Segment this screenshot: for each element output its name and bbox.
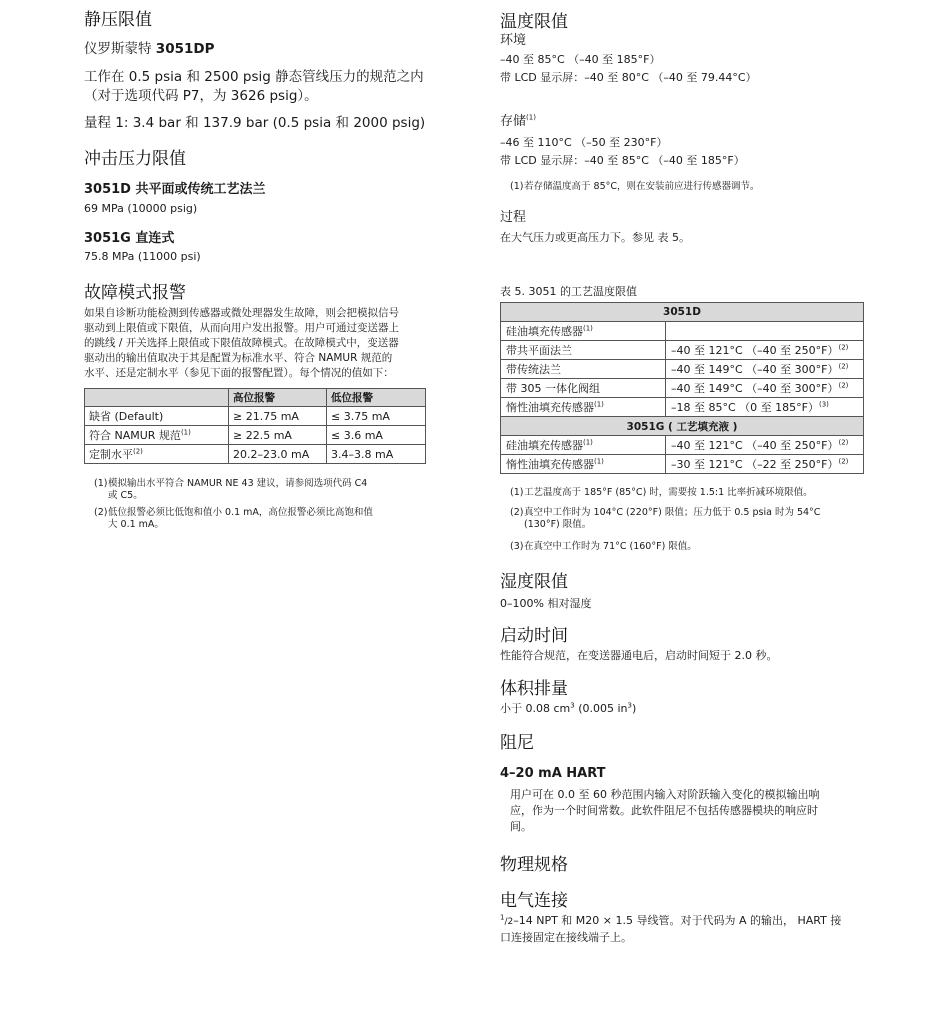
burst-pressure-heading: 冲击压力限值	[84, 149, 186, 169]
table-row: 定制水平$^{(2)}$ 20.2–23.0 mA 3.4–3.8 mA	[85, 445, 426, 464]
burst-item1-title: 3051D 共平面或传统工艺法兰	[84, 182, 266, 197]
failure-mode-text: 如果自诊断功能检测到传感器或微处理器发生故障，则会把模拟信号 驱动到上限值或下限值，从而向用户发出报警。用户可通过变送器上 的跳线 / 开关选择上限值或下限值故障模式。在故障模式中，变送器 驱动出的输出值取决于其是配置为标准水平、符合 NAMUR 规范的 水平、还是定制水平（参见下面的报警配置）。每个情况的值如下：	[84, 307, 399, 379]
storage-values: –46 至 110°C （–50 至 230°F） 带 LCD 显示屏：–40 至 85°C （–40 至 185°F）	[500, 136, 745, 167]
table5-caption: 表 5. 3051 的工艺温度限值	[500, 285, 637, 298]
burst-item2-title: 3051G 直连式	[84, 231, 175, 246]
table-row: 硅油填充传感器$^{(1)}$ –40 至 121°C （–40 至 250°F）$^{(2)}$	[501, 436, 864, 455]
alarm-note-2: (2) 低位报警必须比低饱和值小 0.1 mA，高位报警必须比高饱和值 大 0.1 mA。	[94, 507, 373, 530]
electrical-heading: 电气连接	[500, 891, 568, 911]
table5-note-3: (3) 在真空中工作时为 71°C (160°F) 限值。	[510, 541, 697, 552]
table-row: 带共平面法兰 –40 至 121°C （–40 至 250°F）$^{(2)}$	[501, 341, 864, 360]
burst-item1-value: 69 MPa (10000 psig)	[84, 202, 198, 215]
table-row: 惰性油填充传感器$^{(1)}$ –18 至 85°C （0 至 185°F）$^{(3)}$	[501, 398, 864, 417]
process-temp-table	[500, 302, 864, 474]
static-pressure-heading: 静压限值	[84, 10, 152, 30]
table-group-header: 3051D	[501, 303, 864, 322]
damping-text: 用户可在 0.0 至 60 秒范围内输入对阶跃输入变化的模拟输出响 应，作为一个时间常数。此软件阻尼不包括传感器模块的响应时 间。	[510, 788, 820, 833]
humidity-heading: 湿度限值	[500, 572, 568, 592]
table-group-header: 3051G ( 工艺填充液 )	[501, 417, 864, 436]
table-row: 缺省 (Default) ≥ 21.75 mA ≤ 3.75 mA	[85, 407, 426, 426]
startup-heading: 启动时间	[500, 626, 568, 646]
static-pressure-range: 量程 1: 3.4 bar 和 137.9 bar (0.5 psia 和 2000 psig)	[84, 115, 426, 131]
storage-note: (1) 若存储温度高于 85°C，则在安装前应进行传感器调节。	[510, 181, 760, 192]
damping-subheading: 4–20 mA HART	[500, 766, 606, 781]
damping-heading: 阻尼	[500, 733, 534, 753]
humidity-text: 0–100% 相对湿度	[500, 597, 592, 610]
table-row: 硅油填充传感器$^{(1)}$	[501, 322, 864, 341]
process-title: 过程	[500, 210, 527, 225]
burst-item2-value: 75.8 MPa (11000 psi)	[84, 250, 201, 263]
temp-limits-heading: 温度限值	[500, 12, 568, 32]
static-pressure-model: 仪罗斯蒙特 3051DP	[84, 41, 215, 57]
physical-spec-heading: 物理规格	[500, 855, 568, 875]
table-row: 惰性油填充传感器$^{(1)}$ –30 至 121°C （–22 至 250°F）$^{(2)}$	[501, 455, 864, 474]
startup-text: 性能符合规范，在变送器通电后，启动时间短于 2.0 秒。	[500, 649, 778, 662]
table-row: 带传统法兰 –40 至 149°C （–40 至 300°F）$^{(2)}$	[501, 360, 864, 379]
volume-heading: 体积排量	[500, 679, 568, 699]
alarm-table-header: 高位报警 低位报警	[85, 389, 426, 407]
process-text: 在大气压力或更高压力下。参见 表 5。	[500, 231, 690, 244]
table5-note-2: (2) 真空中工作时为 104°C (220°F) 限值；压力低于 0.5 psia 时为 54°C (130°F) 限值。	[510, 507, 821, 530]
storage-title: 存储$^{(1)}$	[500, 113, 536, 129]
alarm-note-1: (1) 模拟输出水平符合 NAMUR NE 43 建议，请参阅选项代码 C4 或 C5。	[94, 478, 368, 501]
table5-note-1: (1) 工艺温度高于 185°F (85°C) 时，需要按 1.5:1 比率折减环境限值。	[510, 487, 813, 498]
static-pressure-desc: 工作在 0.5 psia 和 2500 psig 静态管线压力的规范之内 （对于选项代码 P7，为 3626 psig）。	[84, 69, 424, 104]
volume-text: 小于 0.08 $cm^3$ (0.005 $in^3$)	[500, 701, 637, 715]
alarm-table	[84, 388, 426, 464]
ambient-values: –40 至 85°C （–40 至 185°F） 带 LCD 显示屏：–40 至 80°C （–40 至 79.44°C）	[500, 53, 757, 84]
failure-mode-heading: 故障模式报警	[84, 283, 186, 303]
ambient-title: 环境	[500, 33, 527, 48]
table-row: 符合 NAMUR 规范$^{(1)}$ ≥ 22.5 mA ≤ 3.6 mA	[85, 426, 426, 445]
electrical-text: $^1$/2–14 NPT 和 M20 × 1.5 导线管。对于代码为 A 的输出， HART 接 口连接固定在接线端子上。	[500, 913, 842, 944]
table-row: 带 305 一体化阀组 –40 至 149°C （–40 至 300°F）$^{(2)}$	[501, 379, 864, 398]
